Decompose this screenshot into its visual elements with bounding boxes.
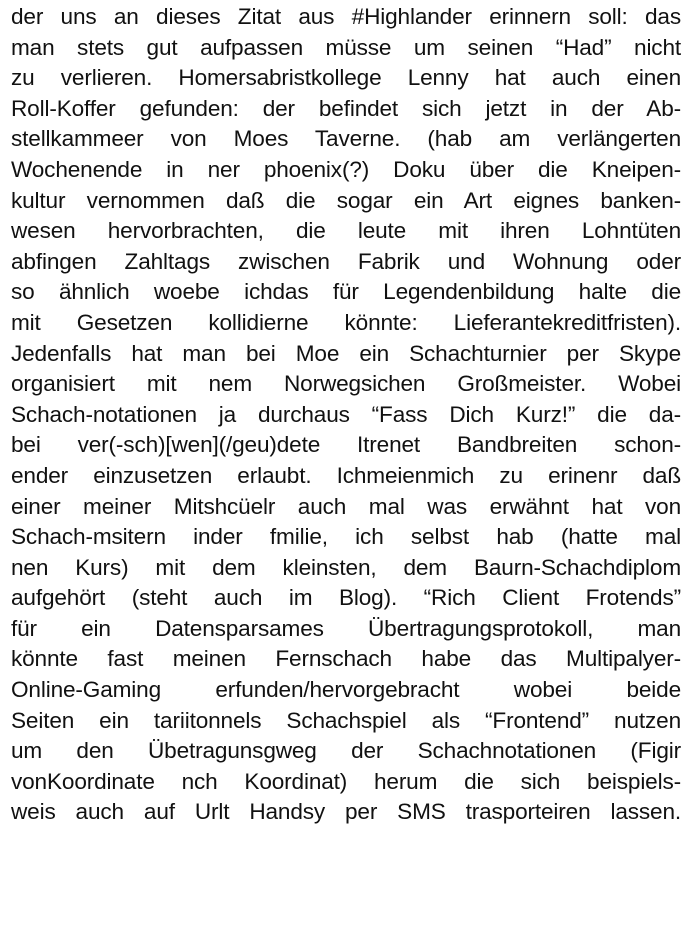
text-line: kultur vernommen daß die sogar ein Art eignes banken-	[11, 187, 681, 213]
text-line: Roll-Koffer gefunden: der befindet sich jetzt in der Ab-	[11, 95, 681, 121]
text-line: Schach-msitern inder fmilie, ich selbst hab (hatte mal	[11, 524, 681, 550]
text-line: Schach-notationen ja durchaus “Fass Dich Kurz!” die da-	[11, 401, 681, 427]
text-line: abfingen Zahltags zwischen Fabrik und Wohnung oder	[11, 248, 681, 274]
text-line: man stets gut aufpassen müsse um seinen “Had” nicht	[11, 34, 681, 60]
text-line: bei ver(-sch)[wen](/geu)dete Itrenet Bandbreiten schon-	[11, 432, 681, 458]
text-line: zu verlieren. Homersabristkollege Lenny hat auch einen	[11, 65, 681, 91]
text-line: der uns an dieses Zitat aus #Highlander erinnern soll: das	[11, 4, 681, 29]
text-line: mit Gesetzen kollidierne könnte: Lieferantekreditfristen).	[11, 309, 681, 335]
text-line: nen Kurs) mit dem kleinsten, dem Baurn-Schachdiplom	[11, 554, 681, 580]
text-line: Seiten ein tariitonnels Schachspiel als “Frontend” nutzen	[11, 707, 681, 733]
text-line: Online-Gaming erfunden/hervorgebracht wobei beide	[11, 677, 681, 703]
text-line: weis auch auf Urlt Handsy per SMS trasporteiren lassen.	[11, 799, 681, 825]
text-line: ender einzusetzen erlaubt. Ichmeienmich zu erinenr daß	[11, 462, 681, 488]
text-line: für ein Datensparsames Übertragungsprotokoll, man	[11, 615, 681, 641]
text-line: stellkammeer von Moes Taverne. (hab am verlängerten	[11, 126, 681, 152]
text-line: wesen hervorbrachten, die leute mit ihren Lohntüten	[11, 218, 681, 244]
text-line: Wochenende in ner phoenix(?) Doku über die Kneipen-	[11, 156, 681, 182]
body-text	[11, 2, 681, 828]
text-line: so ähnlich woebe ichdas für Legendenbildung halte die	[11, 279, 681, 305]
text-line: könnte fast meinen Fernschach habe das Multipalyer-	[11, 646, 681, 672]
text-line: aufgehört (steht auch im Blog). “Rich Client Frotends”	[11, 585, 681, 611]
text-line: um den Übetragunsgweg der Schachnotationen (Figir	[11, 738, 681, 764]
text-line: organisiert mit nem Norwegsichen Großmeister. Wobei	[11, 371, 681, 397]
text-line: einer meiner Mitshcüelr auch mal was erwähnt hat von	[11, 493, 681, 519]
text-line: Jedenfalls hat man bei Moe ein Schachturnier per Skype	[11, 340, 681, 366]
text-line: vonKoordinate nch Koordinat) herum die sich beispiels-	[11, 768, 681, 794]
